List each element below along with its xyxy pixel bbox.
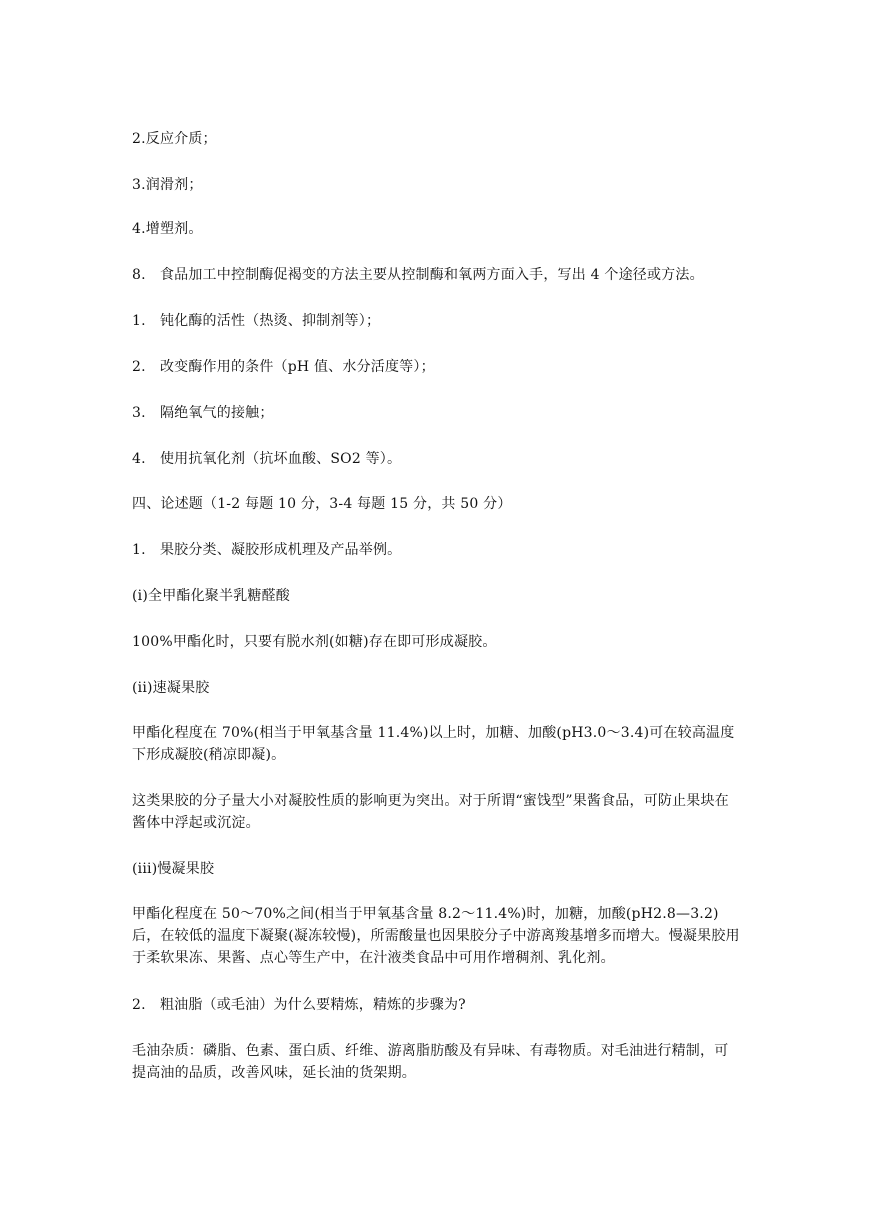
paragraph: 这类果胶的分子量大小对凝胶性质的影响更为突出。对于所谓“蜜饯型”果酱食品，可防止果块在酱体中浮起或沉淀。 — [132, 793, 729, 831]
question-heading: 2. 粗油脂（或毛油）为什么要精炼，精炼的步骤为? — [132, 997, 466, 1013]
paragraph: (i)全甲酯化聚半乳糖醛酸 — [132, 588, 291, 604]
question-heading: 8. 食品加工中控制酶促褐变的方法主要从控制酶和氧两方面入手，写出 4 个途径或方法。 — [132, 267, 704, 283]
paragraph: (ii)速凝果胶 — [132, 680, 210, 696]
paragraph: 1. 钝化酶的活性（热烫、抑制剂等）； — [132, 313, 381, 329]
paragraph: 甲酯化程度在 50～70%之间(相当于甲氧基含量 8.2～11.4%)时，加糖，加酸(pH2.8—3.2)后，在较低的温度下凝聚(凝冻较慢)，所需酸量也因果胶分子中游离羧基增多而增大。慢凝果胶用于柔软果冻、果酱、点心等生产中，在汁液类食品中可用作增稠剂、乳化剂。 — [132, 906, 740, 966]
paragraph: 毛油杂质：磷脂、色素、蛋白质、纤维、游离脂肪酸及有异味、有毒物质。对毛油进行精制，可提高油的品质，改善风味，延长油的货架期。 — [132, 1043, 729, 1081]
paragraph: 2.反应介质； — [132, 131, 217, 147]
paragraph: (iii)慢凝果胶 — [132, 861, 215, 877]
paragraph: 2. 改变酶作用的条件（pH 值、水分活度等）； — [132, 359, 435, 375]
paragraph: 甲酯化程度在 70%(相当于甲氧基含量 11.4%)以上时，加糖、加酸(pH3.0～3.4)可在较高温度下形成凝胶(稍凉即凝)。 — [132, 725, 735, 763]
question-heading: 1. 果胶分类、凝胶形成机理及产品举例。 — [132, 542, 402, 558]
paragraph: 3.润滑剂； — [132, 177, 203, 193]
paragraph: 4. 使用抗氧化剂（抗坏血酸、SO2 等）。 — [132, 451, 402, 467]
section-heading: 四、论述题（1-2 每题 10 分，3-4 每题 15 分，共 50 分） — [132, 496, 512, 512]
paragraph: 4.增塑剂。 — [132, 221, 203, 237]
paragraph: 100%甲酯化时，只要有脱水剂(如糖)存在即可形成凝胶。 — [132, 634, 497, 650]
paragraph: 3. 隔绝氧气的接触； — [132, 405, 274, 421]
